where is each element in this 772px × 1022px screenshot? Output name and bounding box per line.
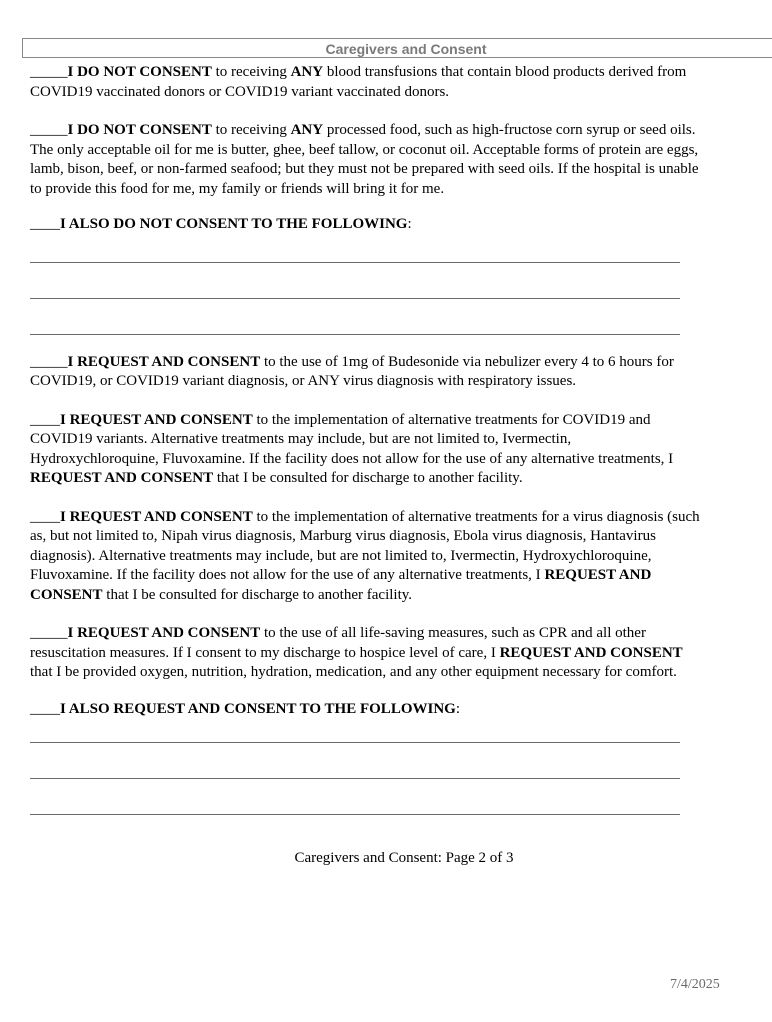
- also-request-heading: ____I ALSO REQUEST AND CONSENT TO THE FOLLOWING:: [30, 700, 460, 717]
- spacer: [30, 605, 772, 624]
- initial-blank[interactable]: ____: [30, 216, 60, 232]
- clause-line: COVID19 vaccinated donors or COVID19 variant vaccinated donors.: [30, 83, 450, 100]
- spacer: [30, 719, 772, 742]
- initial-blank[interactable]: _____: [30, 122, 68, 138]
- clause-line: CONSENT that I be consulted for discharge to another facility.: [30, 586, 413, 603]
- initial-blank[interactable]: ____: [30, 411, 60, 428]
- clause-line: REQUEST AND CONSENT that I be consulted for discharge to another facility.: [30, 470, 523, 486]
- clause-line: as, but not limited to, Nipah virus diagnosis, Marburg virus diagnosis, Ebola virus diagnosis, Hantavirus: [30, 528, 656, 544]
- document-body: [30, 63, 772, 815]
- alternative-virus-clause: [30, 508, 772, 606]
- clause-line: _____I REQUEST AND CONSENT to the use of 1mg of Budesonide via nebulizer every 4 to 6 hours for: [30, 353, 674, 370]
- also-do-not-consent-heading: ____I ALSO DO NOT CONSENT TO THE FOLLOWING:: [30, 216, 412, 232]
- document-date: 7/4/2025: [670, 977, 720, 992]
- page-header-title: Caregivers and Consent: [325, 41, 487, 57]
- initial-blank[interactable]: _____: [30, 625, 68, 641]
- blood-transfusion-clause: [30, 63, 772, 102]
- budesonide-clause: [30, 353, 772, 392]
- clause-line: that I be provided oxygen, nutrition, hydration, medication, and any other equipment necessary for comfort.: [30, 664, 677, 680]
- spacer: [30, 235, 772, 262]
- spacer: [30, 489, 772, 508]
- life-saving-clause: [30, 624, 772, 683]
- spacer: [30, 102, 772, 121]
- clause-line: _____I DO NOT CONSENT to receiving ANY blood transfusions that contain blood products derived from: [30, 64, 687, 80]
- alternative-covid-clause: [30, 411, 772, 489]
- emphasis-any: ANY: [290, 64, 324, 80]
- clause-heading: I REQUEST AND CONSENT: [67, 625, 261, 641]
- spacer: [30, 263, 772, 298]
- clause-line: Fluvoxamine. If the facility does not allow for the use of any alternative treatments, I REQUEST AND: [30, 567, 652, 583]
- initial-blank[interactable]: ____: [30, 700, 60, 717]
- clause-heading: I DO NOT CONSENT: [67, 122, 212, 138]
- write-in-line[interactable]: [30, 814, 680, 815]
- clause-heading: I DO NOT CONSENT: [67, 64, 212, 80]
- initial-blank[interactable]: _____: [30, 353, 68, 370]
- clause-line: ____I REQUEST AND CONSENT to the implementation of alternative treatments for COVID19 and: [30, 411, 651, 428]
- clause-line: COVID19, or COVID19 variant diagnosis, or ANY virus diagnosis with respiratory issues.: [30, 373, 577, 389]
- spacer: [30, 743, 772, 778]
- spacer: [30, 779, 772, 814]
- page-footer: Caregivers and Consent: Page 2 of 3: [294, 850, 514, 866]
- spacer: [30, 683, 772, 700]
- spacer: [30, 299, 772, 334]
- emphasis-any: ANY: [290, 122, 324, 138]
- spacer: [30, 335, 772, 353]
- clause-heading: I REQUEST AND CONSENT: [60, 411, 253, 428]
- clause-line: The only acceptable oil for me is butter, ghee, beef tallow, or coconut oil. Acceptable forms of protein are eggs,: [30, 141, 699, 158]
- clause-line: to provide this food for me, my family or friends will bring it for me.: [30, 180, 445, 197]
- initial-blank[interactable]: ____: [30, 508, 60, 525]
- clause-line: resuscitation measures. If I consent to my discharge to hospice level of care, I REQUEST AND CONSENT: [30, 644, 683, 661]
- spacer: [30, 199, 772, 215]
- clause-line: _____I DO NOT CONSENT to receiving ANY processed food, such as high-fructose corn syrup or seed oils.: [30, 122, 696, 138]
- clause-heading: I REQUEST AND CONSENT: [67, 353, 261, 370]
- clause-line: COVID19 variants. Alternative treatments may include, but are not limited to, Ivermectin,: [30, 431, 572, 447]
- initial-blank[interactable]: _____: [30, 64, 68, 80]
- clause-heading: I REQUEST AND CONSENT: [60, 508, 253, 525]
- processed-food-clause: [30, 121, 772, 199]
- clause-line: lamb, bison, beef, or non-farmed seafood; but they must not be prepared with seed oils. If the hospital is unable: [30, 161, 699, 177]
- spacer: [30, 392, 772, 411]
- clause-line: ____I REQUEST AND CONSENT to the implementation of alternative treatments for a virus diagnosis (such: [30, 508, 700, 525]
- clause-line: _____I REQUEST AND CONSENT to the use of all life-saving measures, such as CPR and all other: [30, 625, 646, 641]
- clause-line: Hydroxychloroquine, Fluvoxamine. If the facility does not allow for the use of any alternative treatments, I: [30, 450, 674, 467]
- clause-line: diagnosis). Alternative treatments may include, but are not limited to, Ivermectin, Hydroxychloroquine,: [30, 547, 652, 564]
